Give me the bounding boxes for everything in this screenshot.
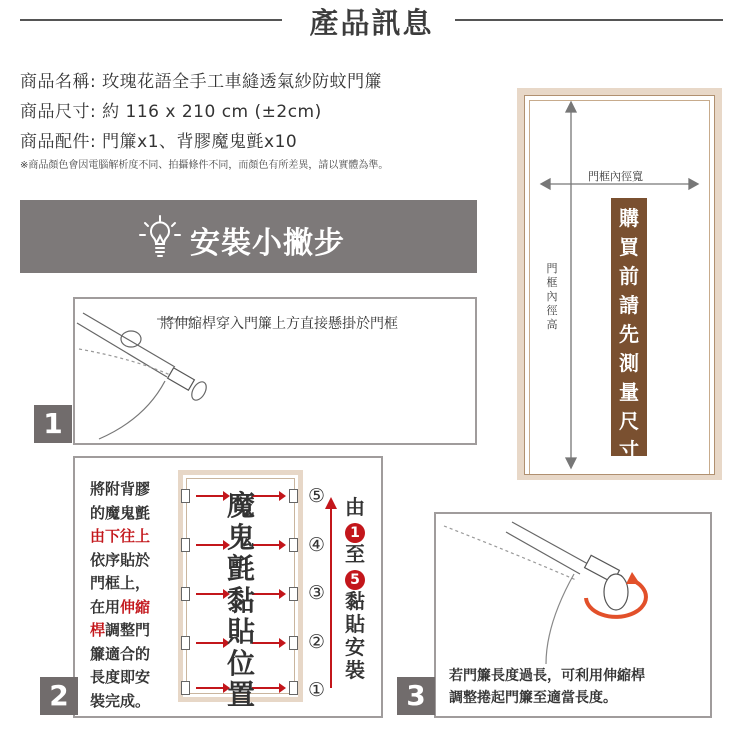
step2-line: [90, 572, 170, 596]
step2-line-part: 桿: [90, 621, 106, 639]
measure-text-char: 尺: [619, 409, 639, 433]
order-text: [343, 496, 367, 682]
arrow-right-icon: [252, 593, 280, 595]
position-number: ②: [308, 630, 326, 653]
order-start: 1: [345, 523, 365, 543]
velcro-label-char: 魔: [227, 489, 256, 522]
velcro-tab-right: [289, 636, 298, 650]
arrow-right-icon: [196, 495, 224, 497]
velcro-tab-left: [181, 538, 190, 552]
step3-line1: 若門簾長度過長，可利用伸縮桿: [449, 668, 645, 684]
order-text-char: 黏: [345, 589, 365, 613]
order-from: 由: [345, 495, 365, 519]
product-accessories: 商品配件: 門簾x1、背膠魔鬼氈x10: [20, 132, 298, 152]
order-text-char: 貼: [345, 612, 365, 636]
door-width-label: 門框內徑寬: [588, 170, 643, 183]
door-height-label: [545, 262, 559, 332]
step2-line: [90, 596, 170, 620]
step3-text: [449, 665, 645, 709]
page-title: 產品訊息: [309, 6, 434, 40]
velcro-label-char: 黏: [227, 583, 256, 617]
step3-line2: 調整捲起門簾至適當長度。: [449, 690, 617, 706]
height-label-char: 內: [546, 290, 558, 303]
arrow-right-icon: [252, 642, 280, 644]
measure-text-char: 測: [619, 351, 639, 375]
velcro-label-char: 鬼: [227, 520, 256, 554]
step2-line-part: 將附背膠: [90, 480, 151, 498]
step2-line-part: 簾適合的: [90, 644, 151, 663]
step2-line: [90, 525, 170, 549]
velcro-label-char: 氈: [227, 552, 256, 585]
height-label-char: 徑: [546, 304, 558, 317]
velcro-tab-left: [181, 636, 190, 650]
arrow-right-icon: [196, 544, 224, 546]
install-title: 安裝小撇步: [190, 226, 345, 261]
step2-line: [90, 690, 170, 714]
step2-line-part: 伸縮: [120, 597, 151, 616]
velcro-tab-left: [181, 489, 190, 503]
position-number: ①: [308, 679, 326, 701]
velcro-tab-right: [289, 489, 298, 503]
step2-line: [90, 643, 170, 667]
step2-number: 2: [40, 677, 78, 715]
measure-text-char: 購: [619, 206, 639, 230]
velcro-tab-left: [181, 681, 190, 695]
measure-text: [611, 204, 647, 465]
velcro-tab-right: [289, 681, 298, 695]
step2-line-part: 門框上，: [90, 574, 151, 592]
install-banner: [20, 200, 477, 273]
height-label-char: 框: [546, 276, 558, 289]
measure-text-char: 先: [619, 322, 639, 346]
arrow-right-icon: [196, 687, 224, 689]
step2-line-part: 在用: [90, 597, 121, 616]
step3-number: 3: [397, 677, 435, 715]
order-text-char: 安: [345, 635, 365, 659]
velcro-label-char: 位: [227, 646, 256, 680]
velcro-tab-right: [289, 587, 298, 601]
measure-text-char: 寸: [619, 438, 639, 462]
measure-text-char: 買: [619, 235, 639, 259]
step2-line-part: 裝完成。: [90, 691, 151, 710]
order-to: 至: [345, 542, 365, 566]
color-note: ※商品顏色會因電腦解析度不同、拍攝條件不同，而顏色有所差異，請以實體為準。: [20, 160, 389, 171]
step2-instructions: [90, 478, 170, 713]
step2-line: [90, 666, 170, 690]
height-label-char: 高: [546, 318, 558, 331]
up-arrow-line: [330, 508, 332, 688]
product-name: 商品名稱: 玫瑰花語全手工車縫透氣紗防蚊門簾: [20, 72, 383, 92]
position-number: ⑤: [308, 485, 326, 507]
step1-number: 1: [34, 405, 72, 443]
step2-line-part: 長度即安: [90, 668, 151, 686]
position-number: ④: [308, 533, 326, 556]
velcro-label-char: 貼: [227, 615, 256, 648]
lightbulb-icon: [136, 212, 184, 260]
order-end: 5: [345, 570, 365, 590]
measure-text-char: 量: [619, 380, 639, 404]
position-number: ③: [308, 582, 326, 604]
step2-line-part: 調整門: [105, 621, 151, 639]
velcro-label-char: 置: [227, 678, 256, 711]
step2-line-part: 依序貼於: [90, 550, 151, 569]
arrow-right-icon: [252, 544, 280, 546]
velcro-tab-left: [181, 587, 190, 601]
arrow-right-icon: [196, 593, 224, 595]
step2-line: [90, 502, 170, 526]
velcro-tab-right: [289, 538, 298, 552]
order-text-char: 裝: [345, 658, 365, 682]
step1-text: 將伸縮桿穿入門簾上方直接懸掛於門框: [160, 316, 398, 332]
arrow-right-icon: [252, 687, 280, 689]
step2-line-part: 的魔鬼氈: [90, 503, 151, 522]
step2-line: [90, 619, 170, 643]
measure-text-char: 請: [619, 293, 639, 317]
product-size: 商品尺寸: 約 116 x 210 cm (±2cm): [20, 102, 322, 122]
height-label-char: 門: [546, 262, 558, 275]
measure-text-char: 前: [619, 264, 639, 288]
step2-line: [90, 549, 170, 573]
arrow-right-icon: [196, 642, 224, 644]
step2-line: [90, 478, 170, 502]
step2-line-part: 由下往上: [90, 527, 151, 545]
arrow-right-icon: [252, 495, 280, 497]
